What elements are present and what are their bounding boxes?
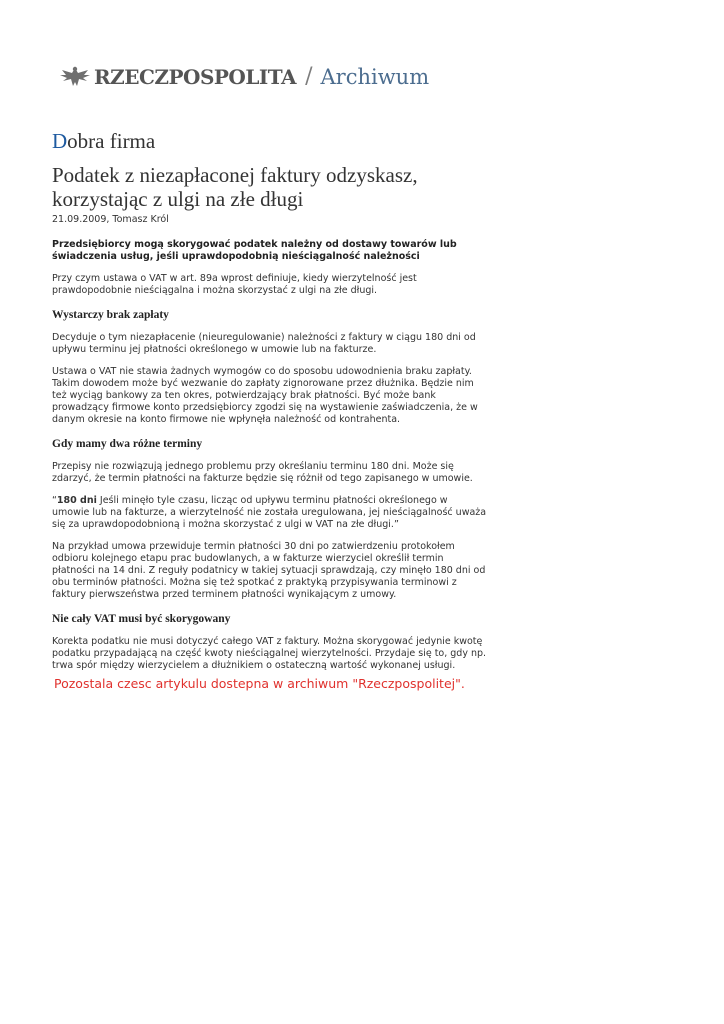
- header-separator: /: [305, 64, 313, 89]
- paragraph-line: płatności na 14 dni. Z reguły podatnicy w takiej sytuacji sprawdzają, czy minęło 180 dni od: [52, 565, 486, 576]
- section-title-rest: obra firma: [67, 129, 156, 153]
- paragraph: [52, 366, 492, 426]
- paragraph: [52, 273, 492, 297]
- paragraph-line: też wyciąg bankowy za ten okres, potwierdzający brak płatności. Być może bank: [52, 390, 436, 401]
- paragraph: [52, 541, 492, 601]
- brand-name: RZECZPOSPOLITA: [94, 65, 297, 89]
- paragraph: [52, 461, 492, 485]
- article-body: [52, 273, 492, 672]
- paragraph-line: Na przykład umowa przewiduje termin płatności 30 dni po zatwierdzeniu protokołem: [52, 541, 455, 552]
- paragraph: [52, 636, 492, 672]
- paragraph-line: prawdopodobnie nieściągalna i można skorzystać z ulgi na złe długi.: [52, 285, 378, 296]
- paragraph-line: faktury pierwszeństwa przed terminem płatności wynikającym z umowy.: [52, 589, 397, 600]
- paragraph-line: upływu terminu jej płatności określonego w umowie lub na fakturze.: [52, 344, 377, 355]
- paragraph-line: zdarzyć, że termin płatności na fakturze będzie się różnił od tego zapisanego w umowie.: [52, 473, 473, 484]
- paragraph-line: “180 dni Jeśli minęło tyle czasu, licząc od upływu terminu płatności określonego w: [52, 495, 448, 506]
- paragraph: [52, 332, 492, 356]
- section-heading: Nie cały VAT musi być skorygowany: [52, 613, 231, 625]
- section-heading: Wystarczy brak zapłaty: [52, 309, 169, 321]
- section-heading: Gdy mamy dwa różne terminy: [52, 438, 203, 450]
- paragraph-line: Decyduje o tym niezapłacenie (nieuregulowanie) należności z faktury w ciągu 180 dni od: [52, 332, 476, 343]
- article-title-line: Podatek z niezapłaconej faktury odzyskasz,: [52, 163, 418, 187]
- section-title: [52, 128, 492, 154]
- section-title-initial: D: [52, 129, 68, 153]
- article-lead: [52, 239, 492, 263]
- lead-line: Przedsiębiorcy mogą skorygować podatek należny od dostawy towarów lub: [52, 239, 457, 250]
- paragraph-line: prowadzący firmowe konto przedsiębiorcy zgodzi się na wystawienie zaświadczenia, że w: [52, 402, 478, 413]
- lead-line: świadczenia usług, jeśli uprawdopodobnią nieściągalność należności: [52, 251, 420, 262]
- paragraph-line: obu terminów płatności. Można się też spotkać z praktyką przypisywania terminowi z: [52, 577, 457, 588]
- paragraph-line: Korekta podatku nie musi dotyczyć całego VAT z faktury. Można skorygować jedynie kwotę: [52, 636, 483, 647]
- eagle-emblem-icon: [58, 64, 92, 90]
- archive-link[interactable]: Archiwum: [320, 64, 430, 89]
- paragraph-line: Takim dowodem może być wezwanie do zapłaty zignorowane przez dłużnika. Będzie nim: [52, 378, 474, 389]
- article-title-line: korzystając z ulgi na złe długi: [52, 187, 304, 211]
- archive-notice: Pozostala czesc artykulu dostepna w archiwum "Rzeczpospolitej".: [54, 676, 465, 691]
- quote-paragraph: [52, 495, 492, 531]
- article-meta: 21.09.2009, Tomasz Król: [52, 214, 169, 225]
- paragraph-line: Przy czym ustawa o VAT w art. 89a wprost definiuje, kiedy wierzytelność jest: [52, 273, 417, 284]
- paragraph-line: umowie lub na fakturze, a wierzytelność nie została uregulowana, jej nieściągalność uważa: [52, 507, 487, 518]
- masthead: [58, 60, 429, 94]
- quote-emphasis: 180 dni: [56, 495, 97, 506]
- paragraph-line: Przepisy nie rozwiązują jednego problemu przy określaniu terminu 180 dni. Może się: [52, 461, 454, 472]
- paragraph-line: Ustawa o VAT nie stawia żadnych wymogów co do sposobu udowodnienia braku zapłaty.: [52, 366, 472, 377]
- paragraph-line: odbioru kolejnego etapu prac budowlanych, a w fakturze wierzyciel określił termin: [52, 553, 444, 564]
- article: [52, 128, 492, 672]
- paragraph-line: danym okresie na konto firmowe nie wpłynęła należność od kontrahenta.: [52, 414, 401, 425]
- article-title: [52, 163, 492, 211]
- paragraph-line: się za uprawdopodobnioną i można skorzystać z ulgi w VAT na złe długi.”: [52, 519, 399, 530]
- paragraph-line: trwa spór między wierzycielem a dłużnikiem o ostateczną wartość wykonanej usługi.: [52, 660, 456, 671]
- paragraph-line: podatku przypadającą na część kwoty nieściągalnej wierzytelności. Przydaje się to, gdy np.: [52, 648, 487, 659]
